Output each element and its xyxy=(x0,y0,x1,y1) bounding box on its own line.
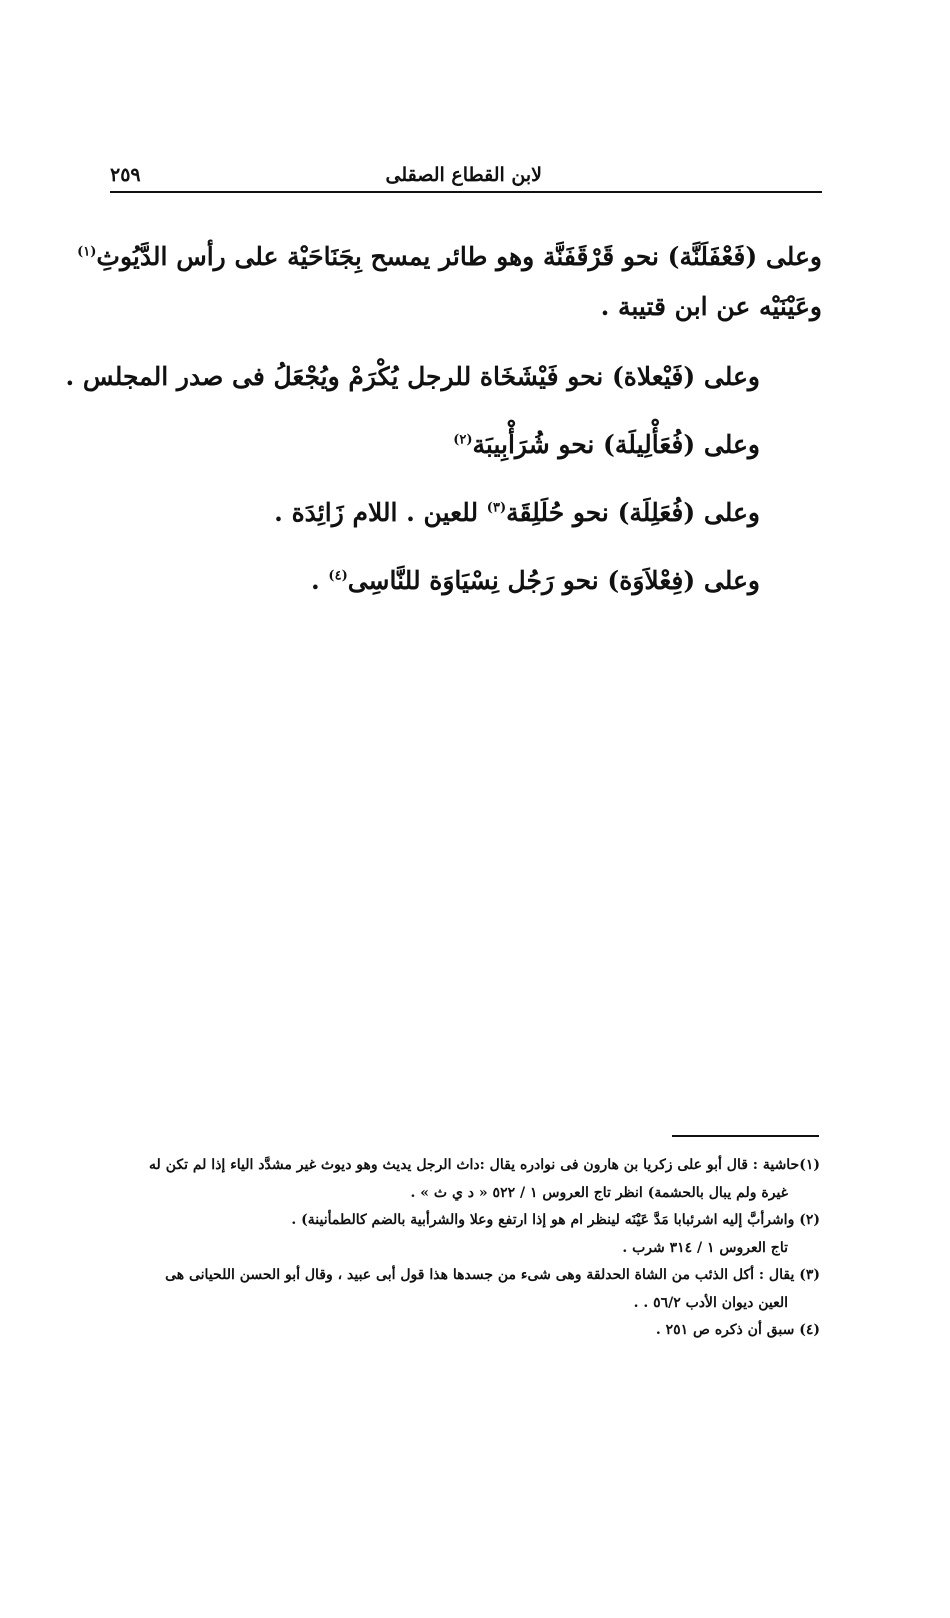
footnote-marker-2: (٢) xyxy=(453,432,473,448)
paragraph-text: وعلى (فُعَلِلَة) نحو حُلَلِقَة xyxy=(506,498,760,527)
paragraph-text: وعَيْنَيْه عن ابن قتيبة . xyxy=(600,292,822,321)
footnote-separator xyxy=(672,1135,819,1137)
paragraph-2 xyxy=(65,352,822,402)
paragraph-1-line-1 xyxy=(77,232,822,282)
footnote-2-line-1: (٢) واشرأبَّ إليه اشرئبابا مَدَّ عَيْنَه لينظر ام هو إذا ارتفع وعلا والشرأبية بالضم كالطمأنينة) . xyxy=(291,1212,820,1228)
footnotes xyxy=(108,1152,820,1345)
main-text xyxy=(65,232,822,624)
footnote-marker-4: (٤) xyxy=(328,568,348,584)
paragraph-text: وعلى (فَعْفَلَنَّة) نحو قَرْقَفَنَّة وهو طائر يمسح بِجَنَاحَيْة على رأس الدَّيُوثِ xyxy=(96,242,822,271)
paragraph-text: . xyxy=(311,566,329,595)
paragraph-3 xyxy=(110,420,822,470)
footnote-3-line-2: العين ديوان الأدب ٥٦/٢ . . xyxy=(633,1294,788,1311)
footnote-marker-1: (١) xyxy=(77,244,97,260)
paragraph-5 xyxy=(110,556,822,606)
footnote-3-line-1: (٣) يقال : أكل الذئب من الشاة الحدلقة وهى شىء من جسدها هذا قول أبى عبيد ، وقال أبو الحسن اللحيانى هى xyxy=(165,1267,820,1283)
paragraph-4 xyxy=(110,488,822,538)
running-title: لابن القطاع الصقلى xyxy=(385,164,542,186)
footnote-1-line-2: غيرة ولم يبال بالحشمة) انظر تاج العروس ١ / ٥٢٢ « د ي ث » . xyxy=(410,1184,788,1201)
footnote-1-line-1: (١)حاشية : قال أبو على زكريا بن هارون فى نوادره يقال :داث الرجل يديث وهو ديوث غير مشدَّد الياء إذا لم تكن له xyxy=(149,1157,820,1173)
paragraph-text: وعلى (فِعْلاَوَة) نحو رَجُل نِسْيَاوَة للنَّاسِى xyxy=(347,566,760,595)
paragraph-text: وعلى (فَيْعلاة) نحو فَيْشَخَاة للرجل يُكْرَمْ ويُجْعَلُ فى صدر المجلس . xyxy=(65,362,760,391)
paragraph-text: وعلى (فُعَأْلِيلَة) نحو شُرَأْبِيبَة xyxy=(472,430,760,459)
footnote-marker-3: (٣) xyxy=(486,500,507,516)
running-header xyxy=(110,152,822,186)
paragraph-text: للعين . اللام زَائِدَة . xyxy=(274,498,487,527)
paragraph-1-line-2 xyxy=(110,282,822,332)
page-number: ٢٥٩ xyxy=(110,164,141,186)
footnote-2-line-2: تاج العروس ١ / ٣١٤ شرب . xyxy=(622,1239,788,1256)
header-rule xyxy=(110,191,822,193)
footnote-4-line-1: (٤) سبق أن ذكره ص ٢٥١ . xyxy=(655,1322,820,1338)
